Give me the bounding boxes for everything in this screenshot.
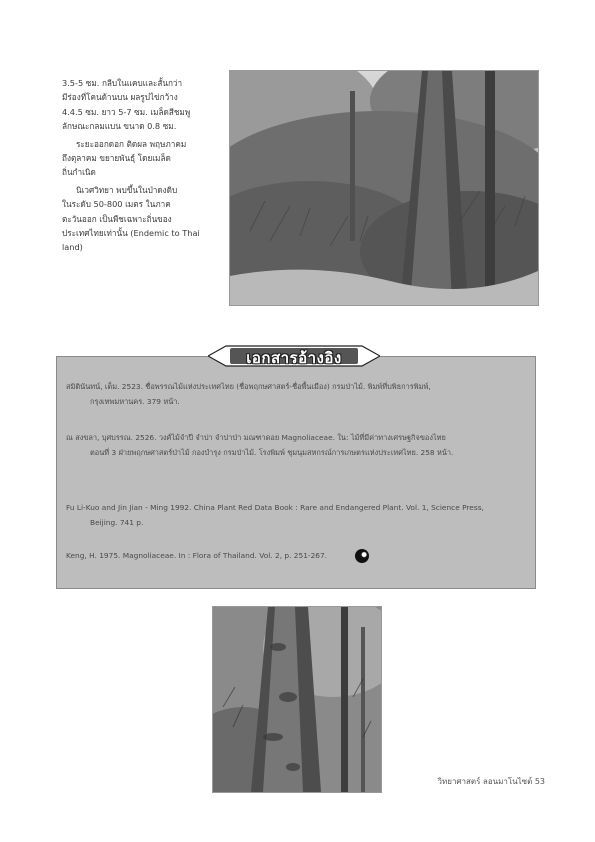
intro-line: ระยะออกดอก ติดผล พฤษภาคม [76,138,187,149]
reference-item [66,431,516,460]
intro-paragraph-3 [62,183,212,255]
intro-line: ถึงตุลาคม ขยายพันธุ์ โดยเมล็ด [62,153,171,164]
reference-text: สมิตินันทน์, เต็ม. 2523. ชื่อพรรณไม้แห่งประเทศไทย (ชื่อพฤกษศาสตร์-ชื่อพื้นเมือง) กรมป่าไม้. พิมพ์ที่บพิธการพิมพ์, [66,382,431,391]
intro-line: ลักษณะกลมแบน ขนาด 0.8 ซม. [62,121,177,132]
reference-text: Fu Li-Kuo and Jin Jian - Ming 1992. China Plant Red Data Book : Rare and Endangered Plant. Vol. 1, Science Press, [66,503,484,512]
forest-photo [229,70,539,306]
intro-paragraph-2 [62,137,212,180]
reference-text-continued: Beijing. 741 p. [90,517,144,527]
reference-text-continued: ตอนที่ 3 ฝ่ายพฤกษศาสตร์ป่าไม้ กองบำรุง กรมป่าไม้. โรงพิมพ์ ชุมนุมสหกรณ์การเกษตรแห่งประเทศไทย. 258 หน้า. [90,447,454,457]
reference-item [66,501,516,530]
reference-text-continued: กรุงเทพมหานคร. 379 หน้า. [90,396,180,406]
intro-line: ในระดับ 50-800 เมตร ในภาค [62,199,171,210]
intro-line: ถิ่นกำเนิด [62,167,96,178]
intro-paragraph-1 [62,76,212,134]
end-mark-icon [355,549,369,563]
reference-item [66,549,516,564]
page-footer: วิทยาศาสตร์ ลอนมาโนไซต์ 53 [437,777,545,786]
intro-line: ประเทศไทยเท่านั้น (Endemic to Thai [62,228,200,239]
intro-line: 4.4.5 ซม. ยาว 5-7 ซม. เมล็ดสีชมพู [62,106,191,117]
references-heading: เอกสารอ้างอิง [246,349,342,367]
intro-line: ตะวันออก เป็นพืชเฉพาะถิ่นของ [62,213,172,224]
intro-line: land) [62,242,83,253]
intro-line: 3.5-5 ซม. กลีบในแคบและสั้นกว่า [62,78,183,88]
references-heading-banner [208,343,380,369]
tree-trunk-photo [212,606,382,793]
intro-line: นิเวศวิทยา พบขึ้นในป่าดงดิบ [76,184,178,195]
reference-item [66,380,516,409]
reference-text: Keng, H. 1975. Magnoliaceae. In : Flora of Thailand. Vol. 2, p. 251-267. [66,551,328,560]
intro-line: มีร่องที่โคนด้านบน ผลรูปไข่กว้าง [62,92,178,103]
reference-text: ณ สงขลา, บุศบรรณ. 2526. วงศ์ไม้จำปี จำปา จำปาป่า มณฑาดอย Magnoliaceae. ใน: ไม้ที่มีค่าทางเศรษฐกิจของไทย [66,433,446,442]
intro-text [62,76,212,258]
